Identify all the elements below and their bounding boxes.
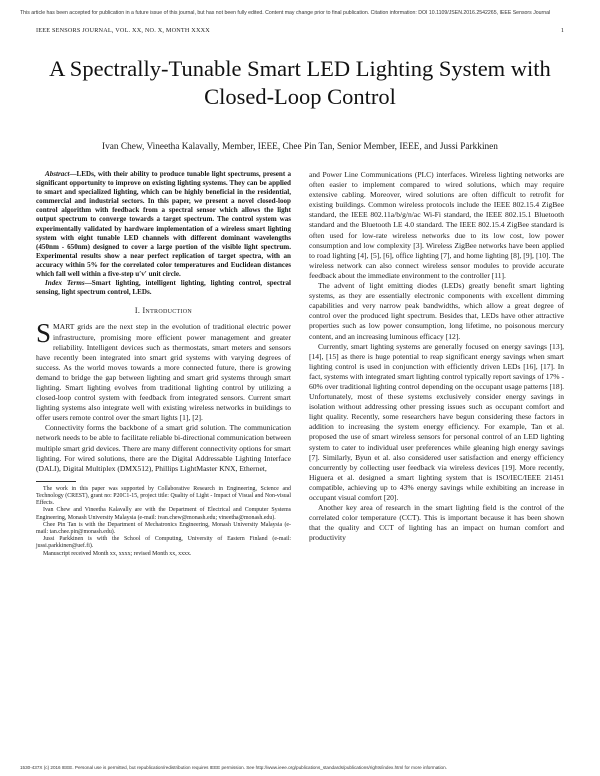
section-heading-introduction: I. Introduction [134,306,193,316]
footnote-affiliation-1: Ivan Chew and Vineetha Kalavally are with the Department of Electrical and Computer Systems Engineering, Monash University Malaysia (e-mail: ivan.chew@monash.edu; vineetha@monash.edu). [36,507,291,521]
copyright-footer: 1530-437X (c) 2016 IEEE. Personal use is permitted, but republication/redistribution requires IEEE permission. See http://www.ieee.org/publications_standards/publications/rights/index.html for more information. [20,765,447,770]
intro-paragraph-1-text: MART grids are the next step in the evolution of traditional electric power infrastructure, promising more efficient power management and greater reliability. Intelligent devices such as thermostats, smart meters and sensors have recently been integrated into smart grid systems with varying degrees of success. As the world moves towards a more connected future, there is growing demand to bridge the gap between lighting and smart grid systems through smart lighting. Smart lighting evolves from traditional lighting control by utilizing a closed-loop control system with feedback from integrated sensors. Current smart lighting systems also integrate well with existing wireless networks in buildings to offer users remote control over the smart lights [1], [2]. [36,322,291,423]
footnote-divider [36,481,76,482]
body-paragraph-2: The advent of light emitting diodes (LEDs) greatly benefit smart lighting systems, as they are essentially electronic components with excellent dimming capabilities and very narrow peak bandwidths, which allow a great degree of control over the produced light spectrum. Besides that, LEDs have other attractive properties such as low power consumption, long lifetime, no poisonous mercury content, and an increasing luminous efficacy [12]. [309,281,564,341]
footnotes [36,486,291,558]
index-terms-label: Index Terms [45,279,85,288]
abstract-text: —LEDs, with their ability to produce tunable light spectrums, present a significant opportunity to improve on existing lighting systems. They can be applied to smart and specialized lighting, which can be highly beneficial in the residential, commercial and industrial sectors. In this paper, we present a novel closed-loop control algorithm with feedback from a spectral sensor which allows the light output spectrum to converge towards a target spectrum. The control system was experimentally validated by hardware implementation of a wireless smart lighting system with eight tunable LED channels with different dominant wavelengths (450nm - 650nm) designed to cover a large portion of the visible light spectrum. Experimental results show a near perfect replication of target spectra, with an accuracy within 5% for the correlated color temperatures and Euclidean distances which fall well within a five-step u′v′ unit circle. [36,170,291,279]
body-paragraph-3: Currently, smart lighting systems are generally focused on energy savings [13], [14], [15] as there is huge potential to reap significant energy savings when smart lighting control is used in conjunction with efficiently driven LEDs [16], [17]. In fact, systems with integrated smart lighting control typically report savings of 17% - 60% over traditional lighting control depending on the occupant usage patterns [18]. Unfortunately, most of these systems exclusively consider energy savings in isolation without addressing other pressing issues such as occupant comfort and light quality. Recently, some researchers have begun considering these factors in addition to increasing the system energy efficiency. For example, Tan et al. proposed the use of smart wireless sensors for personal control of an LED lighting system to cater to individual user preferences while gleaning high energy savings [7]. Similarly, Byun et al. also considered user satisfaction and energy efficiency concurrently by collecting user feedback via wireless devices [19]. More recently, Higuera et al. designed a smart lighting system that is ISO/IEC/IEEE 21451 compatible, achieving up to 43% energy savings while exhibiting an increase in occupant visual comfort [20]. [309,341,564,502]
index-terms-text: —Smart lighting, intelligent lighting, lighting control, spectral sensing, light spectrum control, LEDs. [36,279,291,297]
author-list [30,142,570,152]
drop-cap: S [36,318,52,349]
right-column [309,170,564,543]
left-column [36,170,291,558]
running-head: IEEE SENSORS JOURNAL, VOL. XX, NO. X, MONTH XXXX [36,27,210,34]
index-terms [36,279,291,297]
intro-paragraph-2: Connectivity forms the backbone of a smart grid solution. The communication network needs to be able to facilitate reliable bi-directional communication between multiple smart grid devices. There are many different connectivity options for smart lighting. For wired solutions, there are the Digital Addressable Lighting Interface (DALI), Digital Multiplex (DMX512), Phillips LightMaster KNX, Ethernet, [36,423,291,473]
abstract-label: Abstract [45,170,70,178]
footnote-funding: The work in this paper was supported by Collaborative Research in Engineering, Science and Technology (CREST), grant no: P20C1-15, project title: Quality of Light - Impact of Visual and Non-visual Effects. [36,485,291,507]
body-paragraph-1: and Power Line Communications (PLC) interfaces. Wireless lighting networks are often easier to implement compared to wired solutions, which may require extensive cabling. Moreover, wired solutions are often difficult to retrofit for existing buildings. Common wireless protocols include the IEEE 802.15.4 ZigBee standard, the IEEE 802.11a/b/g/n/ac Wi-Fi standard, the IEEE 802.15.1 Bluetooth standard and the Bluetooth LE 4.0 standard. The IEEE 802.15.4 ZigBee standard is often used for low-rate wireless networks due to its low cost, low power consumption and low complexity [3]. Wireless ZigBee networks have been applied to road lighting [4], [5], [6], office lighting [7], and home lighting [8], [9], [10]. The wireless network can also connect wireless sensor modules to provide accurate feedback about the immediate environment to the controller [11]. [309,170,564,280]
intro-paragraph-1 [36,318,291,423]
footnote-affiliation-3: Jussi Parkkinen is with the School of Computing, University of Eastern Finland (e-mail: jussi.parkkinen@uef.fi). [36,536,291,550]
paper-title: A Spectrally-Tunable Smart LED Lighting System with Closed-Loop Control [49,56,551,109]
author-line: Ivan Chew, Vineetha Kalavally, Member, IEEE, Chee Pin Tan, Senior Member, IEEE, and Jussi Parkkinen [102,142,498,152]
abstract [36,170,291,279]
body-paragraph-4: Another key area of research in the smart lighting field is the control of the correlated color temperature (CCT). This is important because it has been shown that the quality and CCT of lighting has an impact on human comfort and productivity [309,503,564,543]
footnote-affiliation-2: Chee Pin Tan is with the Department of Mechatronics Engineering, Monash University Malaysia (e-mail: tan.chee.pin@monash.edu). [36,521,291,536]
publication-banner: This article has been accepted for publication in a future issue of this journal, but has not been fully edited. Content may change prior to final publication. Citation information: DOI 10.1109/JSEN.2016.2542265, IEEE Sensors Journal [20,10,551,16]
page-number: 1 [560,27,564,34]
footnote-manuscript: Manuscript received Month xx, xxxx; revised Month xx, xxxx. [43,550,192,557]
